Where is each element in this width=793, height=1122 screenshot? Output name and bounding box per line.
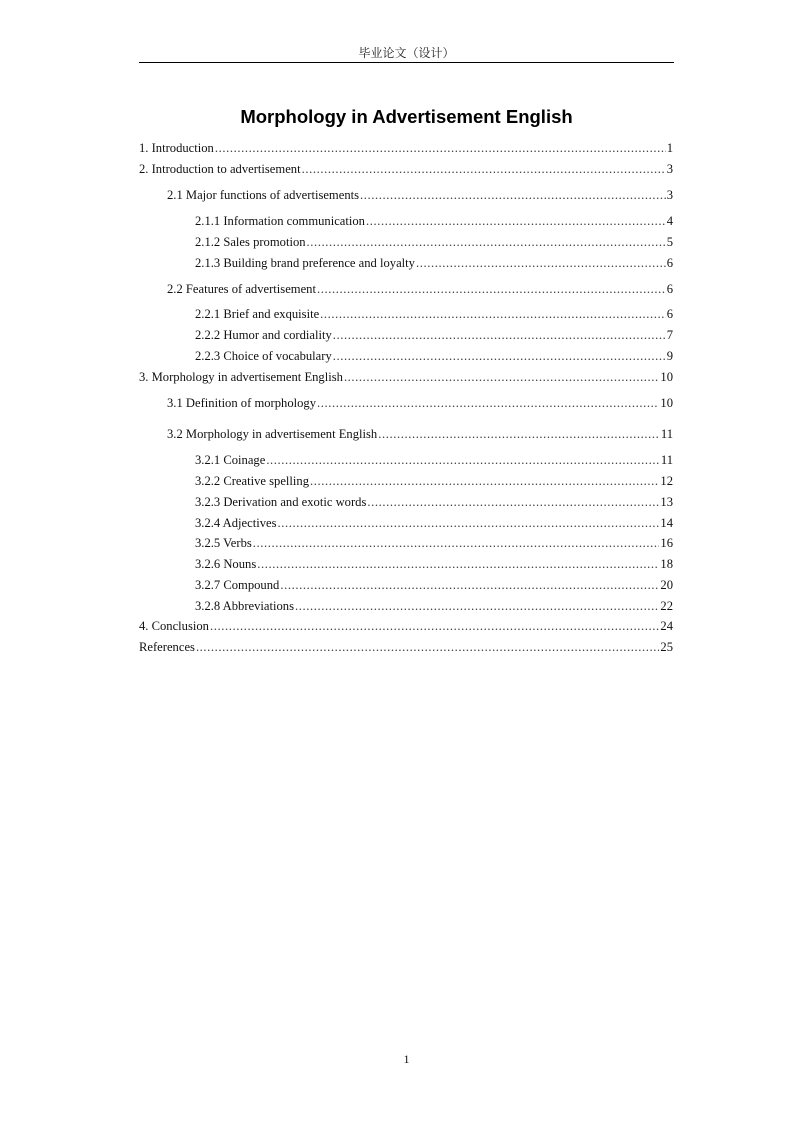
toc-entry[interactable] bbox=[167, 282, 673, 298]
toc-leader-dots bbox=[266, 453, 660, 468]
toc-entry-label: 2.1.3 Building brand preference and loyalty bbox=[195, 256, 415, 270]
toc-leader-dots bbox=[278, 516, 660, 531]
toc-entry-label: 3.2.6 Nouns bbox=[195, 557, 257, 571]
toc-entry[interactable] bbox=[195, 453, 673, 469]
toc-entry[interactable] bbox=[195, 495, 673, 511]
toc-leader-dots bbox=[333, 349, 666, 364]
toc-entry-label: 2.1 Major functions of advertisements bbox=[167, 188, 360, 202]
toc-entry[interactable] bbox=[195, 235, 673, 251]
toc-entry[interactable] bbox=[195, 557, 673, 573]
toc-entry-label: 3.1 Definition of morphology bbox=[167, 396, 317, 410]
toc-entry-page: 6 bbox=[666, 282, 673, 296]
toc-leader-dots bbox=[257, 557, 659, 572]
toc-entry-label: References bbox=[139, 640, 195, 654]
toc-entry[interactable] bbox=[167, 427, 673, 443]
toc-leader-dots bbox=[317, 282, 666, 297]
header-rule bbox=[139, 62, 674, 63]
toc-leader-dots bbox=[215, 141, 666, 156]
page-number: 1 bbox=[403, 1052, 410, 1066]
toc-entry-page: 3 bbox=[666, 162, 673, 176]
toc-entry-label: 3.2.4 Adjectives bbox=[195, 516, 277, 530]
toc-leader-dots bbox=[367, 495, 659, 510]
toc-leader-dots bbox=[280, 578, 659, 593]
toc-entry-label: 2.2.1 Brief and exquisite bbox=[195, 307, 320, 321]
toc-entry[interactable] bbox=[139, 640, 673, 656]
toc-leader-dots bbox=[416, 256, 666, 271]
toc-entry-page: 24 bbox=[660, 619, 673, 633]
toc-entry-label: 1. Introduction bbox=[139, 141, 214, 155]
toc-entry[interactable] bbox=[139, 370, 673, 386]
toc-entry-label: 3.2.2 Creative spelling bbox=[195, 474, 310, 488]
toc-leader-dots bbox=[210, 619, 659, 634]
toc-entry-page: 6 bbox=[666, 256, 673, 270]
toc-entry-page: 7 bbox=[666, 328, 673, 342]
toc-leader-dots bbox=[366, 214, 666, 229]
toc-entry-label: 3.2.5 Verbs bbox=[195, 536, 252, 550]
toc-entry-page: 1 bbox=[666, 141, 673, 155]
toc-entry-page: 14 bbox=[660, 516, 673, 530]
toc-entry-label: 3.2.7 Compound bbox=[195, 578, 280, 592]
toc-entry-label: 2.2.3 Choice of vocabulary bbox=[195, 349, 332, 363]
toc-entry-label: 3.2.8 Abbreviations bbox=[195, 599, 294, 613]
toc-entry-label: 3. Morphology in advertisement English bbox=[139, 370, 343, 384]
toc-leader-dots bbox=[317, 396, 659, 411]
toc-entry[interactable] bbox=[195, 578, 673, 594]
toc-entry-label: 2.2 Features of advertisement bbox=[167, 282, 316, 296]
toc-leader-dots bbox=[333, 328, 666, 343]
toc-entry[interactable] bbox=[195, 516, 673, 532]
toc-entry-label: 2.1.2 Sales promotion bbox=[195, 235, 306, 249]
toc-entry[interactable] bbox=[139, 141, 673, 157]
toc-entry-label: 2. Introduction to advertisement bbox=[139, 162, 301, 176]
toc-entry[interactable] bbox=[139, 619, 673, 635]
toc-leader-dots bbox=[253, 536, 660, 551]
toc-entry[interactable] bbox=[167, 396, 673, 412]
toc-leader-dots bbox=[196, 640, 659, 655]
toc-leader-dots bbox=[360, 188, 666, 203]
toc-leader-dots bbox=[378, 427, 660, 442]
toc-entry-page: 16 bbox=[660, 536, 673, 550]
toc-leader-dots bbox=[344, 370, 659, 385]
toc-entry-label: 2.1.1 Information communication bbox=[195, 214, 365, 228]
toc-entry-page: 10 bbox=[660, 370, 673, 384]
document-title: Morphology in Advertisement English bbox=[240, 106, 573, 127]
toc-entry-page: 5 bbox=[666, 235, 673, 249]
toc-entry[interactable] bbox=[195, 256, 673, 272]
toc-entry-label: 4. Conclusion bbox=[139, 619, 209, 633]
toc-entry-page: 25 bbox=[660, 640, 673, 654]
toc-leader-dots bbox=[295, 599, 659, 614]
toc-leader-dots bbox=[320, 307, 666, 322]
toc-entry-page: 11 bbox=[660, 453, 673, 467]
toc-entry-page: 6 bbox=[666, 307, 673, 321]
toc-entry-label: 2.2.2 Humor and cordiality bbox=[195, 328, 332, 342]
toc-entry-page: 9 bbox=[666, 349, 673, 363]
toc-entry[interactable] bbox=[139, 162, 673, 178]
toc-entry[interactable] bbox=[195, 599, 673, 615]
toc-entry[interactable] bbox=[195, 474, 673, 490]
toc-entry-page: 13 bbox=[660, 495, 673, 509]
toc-entry-page: 12 bbox=[660, 474, 673, 488]
toc-entry[interactable] bbox=[195, 214, 673, 230]
toc-entry[interactable] bbox=[195, 307, 673, 323]
toc-entry-page: 11 bbox=[660, 427, 673, 441]
toc-entry-page: 20 bbox=[660, 578, 673, 592]
toc-entry-page: 10 bbox=[660, 396, 673, 410]
toc-entry-label: 3.2.3 Derivation and exotic words bbox=[195, 495, 367, 509]
toc-entry-page: 3 bbox=[666, 188, 673, 202]
toc-leader-dots bbox=[302, 162, 666, 177]
toc-entry-label: 3.2 Morphology in advertisement English bbox=[167, 427, 378, 441]
toc-entry-label: 3.2.1 Coinage bbox=[195, 453, 266, 467]
toc-leader-dots bbox=[310, 474, 659, 489]
toc-entry[interactable] bbox=[195, 349, 673, 365]
toc-leader-dots bbox=[307, 235, 666, 250]
toc-entry[interactable] bbox=[167, 188, 673, 204]
toc-entry[interactable] bbox=[195, 328, 673, 344]
toc-entry-page: 4 bbox=[666, 214, 673, 228]
toc-entry-page: 18 bbox=[660, 557, 673, 571]
toc-entry[interactable] bbox=[195, 536, 673, 552]
running-header: 毕业论文（设计） bbox=[358, 46, 455, 60]
toc-entry-page: 22 bbox=[660, 599, 673, 613]
